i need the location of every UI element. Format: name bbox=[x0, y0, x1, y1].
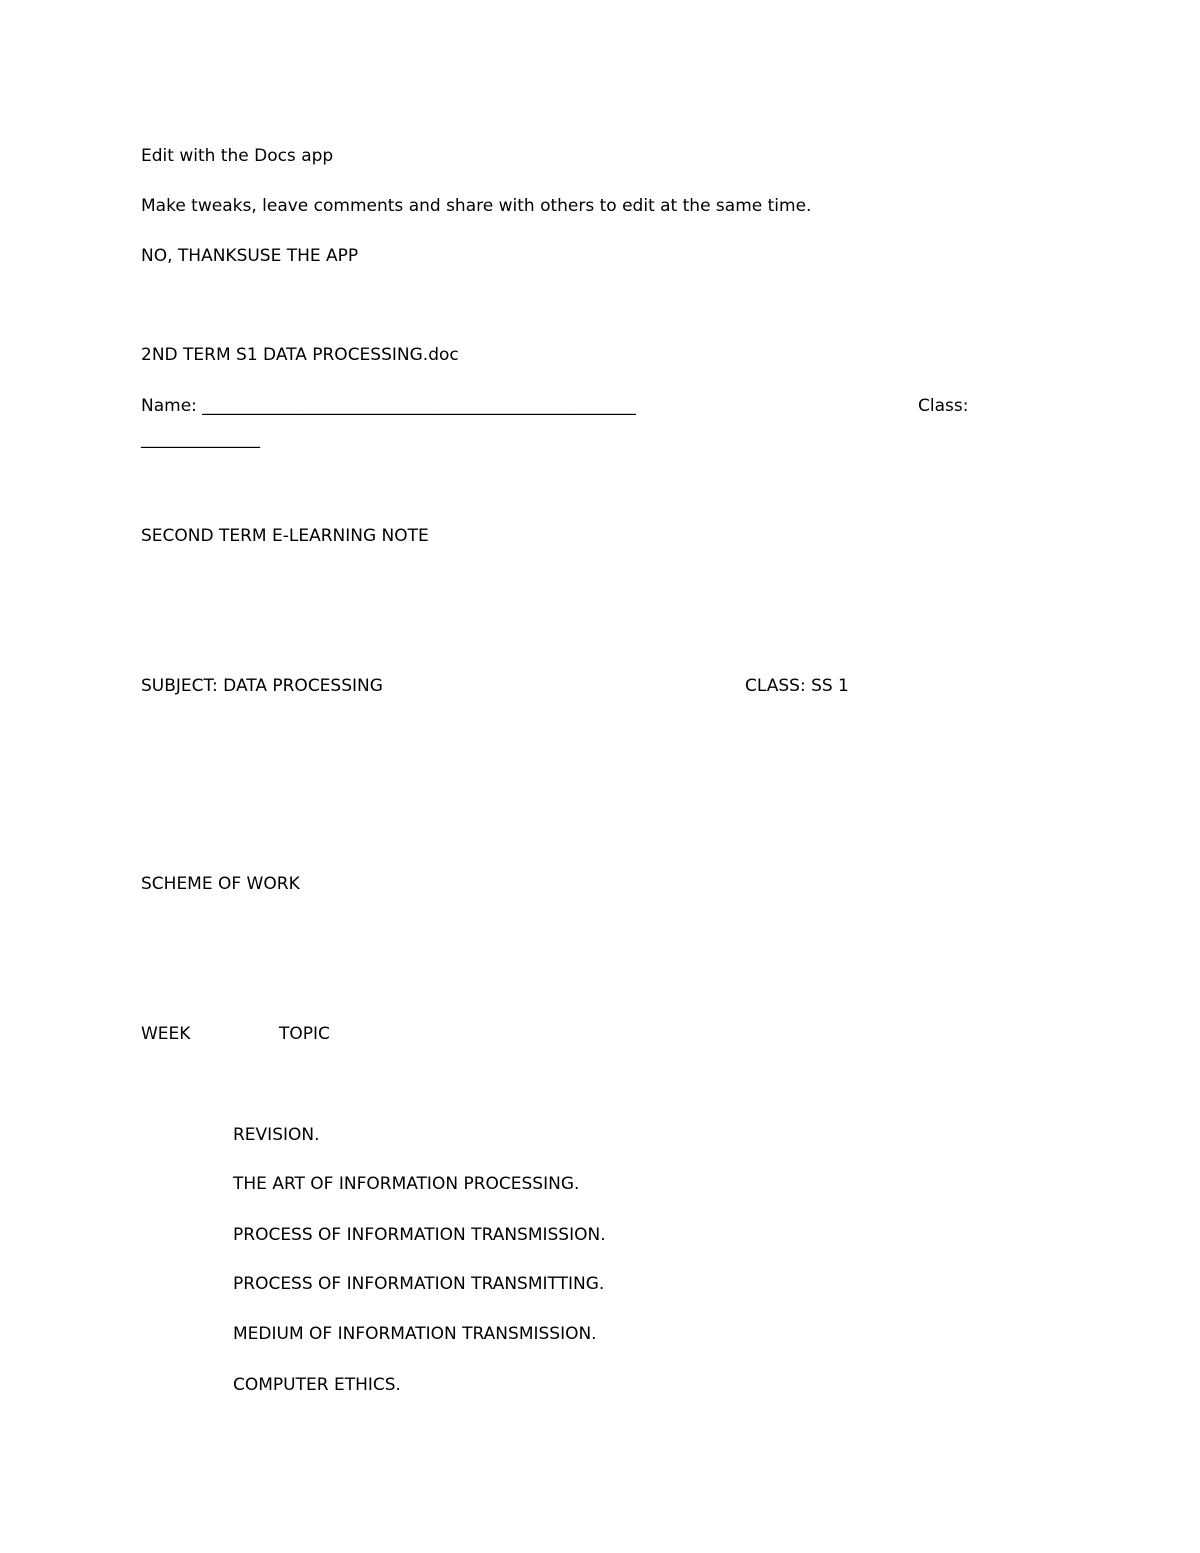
topic-item: MEDIUM OF INFORMATION TRANSMISSION. bbox=[233, 1324, 597, 1344]
banner-title: Edit with the Docs app bbox=[141, 146, 334, 166]
banner-description: Make tweaks, leave comments and share with others to edit at the same time. bbox=[141, 196, 812, 216]
topic-item: THE ART OF INFORMATION PROCESSING. bbox=[233, 1174, 580, 1194]
note-heading: SECOND TERM E-LEARNING NOTE bbox=[141, 526, 429, 546]
subject-line: SUBJECT: DATA PROCESSING bbox=[141, 676, 383, 696]
topic-item: REVISION. bbox=[233, 1125, 320, 1145]
topic-header: TOPIC bbox=[279, 1024, 330, 1044]
class-label: Class: bbox=[918, 396, 969, 416]
topic-item: PROCESS OF INFORMATION TRANSMISSION. bbox=[233, 1225, 606, 1245]
class-blank: ______________ bbox=[141, 429, 260, 449]
topic-item: COMPUTER ETHICS. bbox=[233, 1375, 401, 1395]
week-header: WEEK bbox=[141, 1024, 191, 1044]
banner-actions[interactable]: NO, THANKSUSE THE APP bbox=[141, 246, 359, 266]
name-field: Name: ___________________________________________________ bbox=[141, 396, 636, 416]
topic-item: PROCESS OF INFORMATION TRANSMITTING. bbox=[233, 1274, 605, 1294]
document-filename: 2ND TERM S1 DATA PROCESSING.doc bbox=[141, 345, 459, 365]
class-value: CLASS: SS 1 bbox=[745, 676, 849, 696]
scheme-title: SCHEME OF WORK bbox=[141, 874, 300, 894]
